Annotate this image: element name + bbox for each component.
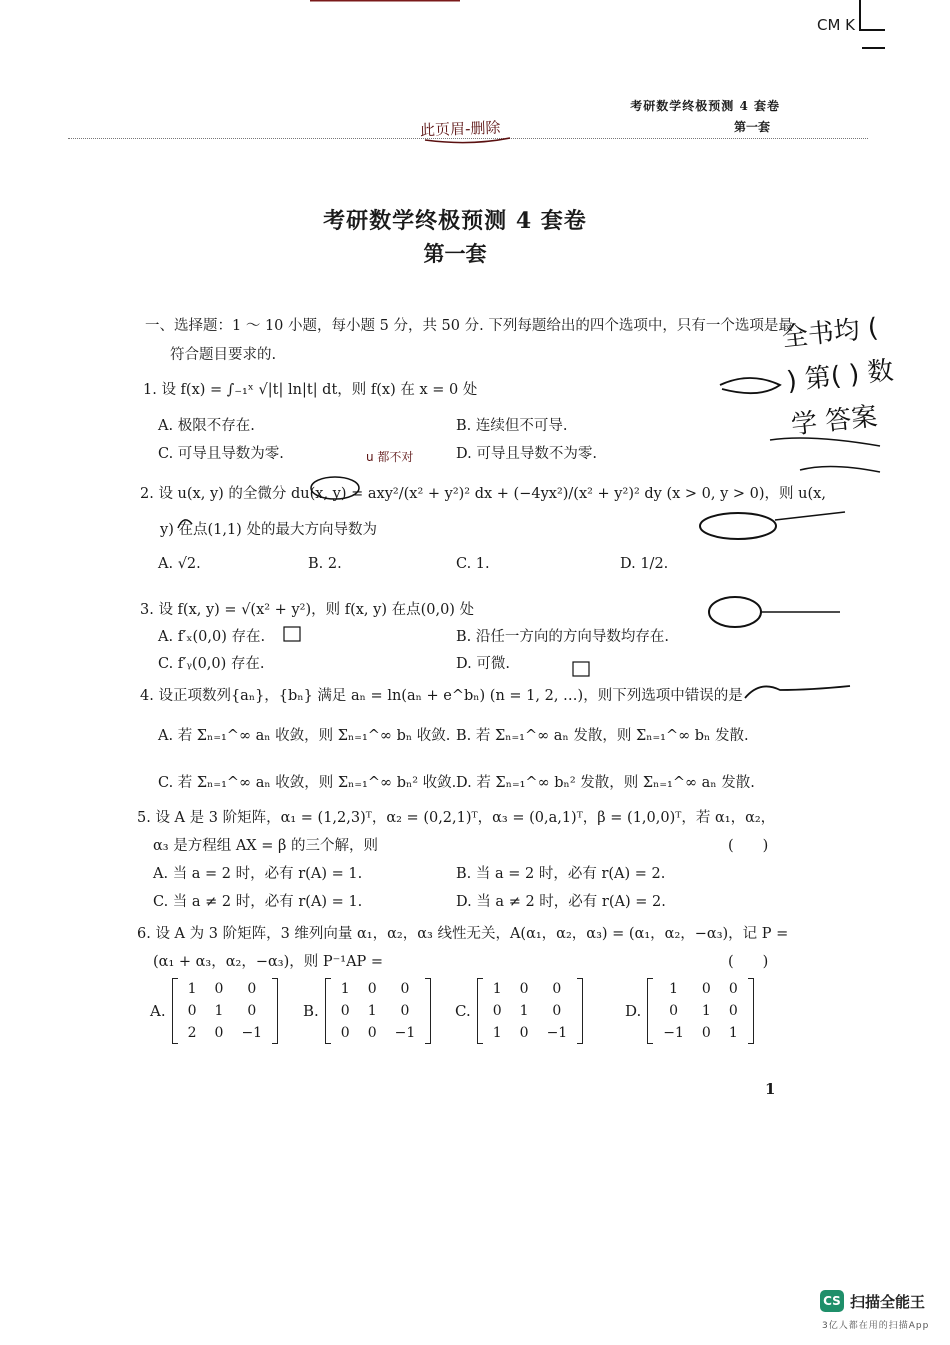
q4-option-c: C. 若 Σₙ₌₁^∞ aₙ 收敛，则 Σₙ₌₁^∞ bₙ² 收敛. — [158, 775, 457, 791]
q2-line — [775, 512, 845, 520]
q4-option-d: D. 若 Σₙ₌₁^∞ bₙ² 发散，则 Σₙ₌₁^∞ aₙ 发散. — [456, 775, 755, 791]
q1-stem: 1. 设 f(x) = ∫₋₁ˣ √|t| ln|t| dt，则 f(x) 在 x = 0 处 — [143, 382, 478, 398]
matrix-cell: 0 — [367, 981, 377, 997]
page-title: 考研数学终极预测 4 套卷 — [323, 208, 587, 234]
q5-option-a: A. 当 a = 2 时，必有 r(A) = 1. — [153, 866, 363, 882]
margin-strike-1 — [770, 438, 880, 446]
matrix-cell: −1 — [663, 1025, 684, 1041]
matrix-cell: 0 — [340, 1003, 350, 1019]
q2-arrow — [178, 520, 192, 528]
matrix-cell: 1 — [367, 1003, 377, 1019]
matrix-cell: 1 — [492, 981, 502, 997]
q3-option-a: A. f′ₓ(0,0) 存在. — [158, 629, 266, 645]
q3-answer-scribble — [709, 597, 761, 627]
matrix-cell: −1 — [241, 1025, 263, 1041]
q5-answer-blank[interactable]: ( ) — [728, 838, 769, 854]
matrix-cell: 1 — [187, 981, 197, 997]
section-instruction-line1: 一、选择题：1 ～ 10 小题，每小题 5 分，共 50 分. 下列每题给出的四个选项中，只有一个选项是最 — [145, 318, 793, 334]
q6-answer-blank[interactable]: ( ) — [728, 954, 769, 970]
matrix-cell: 1 — [492, 1025, 502, 1041]
matrix-cell: 0 — [552, 981, 562, 997]
matrix-cell: 0 — [400, 981, 410, 997]
page-number: 1 — [765, 1080, 776, 1098]
q4-answer-scribble — [745, 686, 850, 698]
q3-box — [284, 627, 300, 641]
q4-stem: 4. 设正项数列{aₙ}，{bₙ} 满足 aₙ = ln(aₙ + e^bₙ) (n = 1, 2, …)，则下列选项中错误的是 — [140, 688, 743, 704]
matrix-cell: 0 — [519, 981, 529, 997]
q2-handwritten-annotation: u 都不对 — [366, 450, 414, 464]
q5-option-d: D. 当 a ≠ 2 时，必有 r(A) = 2. — [456, 894, 666, 910]
matrix-cell: 1 — [669, 981, 679, 997]
matrix-cell: −1 — [546, 1025, 568, 1041]
matrix-cell: 1 — [214, 1003, 224, 1019]
q6-option-d-label: D. — [625, 1002, 642, 1020]
q4-option-b: B. 若 Σₙ₌₁^∞ aₙ 发散，则 Σₙ₌₁^∞ bₙ 发散. — [456, 728, 749, 744]
q5-stem-line1: 5. 设 A 是 3 阶矩阵，α₁ = (1,2,3)ᵀ，α₂ = (0,2,1)ᵀ，α₃ = (0,a,1)ᵀ，β = (1,0,0)ᵀ，若 α₁，α₂， — [137, 810, 776, 826]
matrix-cell: 0 — [552, 1003, 562, 1019]
matrix-cell: 1 — [701, 1003, 711, 1019]
matrix-cell: 0 — [247, 1003, 257, 1019]
watermark-logo: CS — [820, 1290, 844, 1312]
margin-paren-scribble — [720, 378, 780, 393]
q1-option-a: A. 极限不存在. — [158, 418, 255, 434]
page-subtitle: 第一套 — [423, 241, 487, 266]
matrix-cell: −1 — [394, 1025, 416, 1041]
matrix-cell: 1 — [728, 1025, 738, 1041]
matrix-cell: 1 — [519, 1003, 529, 1019]
section-instruction-line2: 符合题目要求的. — [170, 347, 277, 363]
matrix-cell: 0 — [340, 1025, 350, 1041]
matrix-cell: 0 — [214, 981, 224, 997]
q1-option-b: B. 连续但不可导. — [456, 418, 568, 434]
watermark-slogan: 3亿人都在用的扫描App — [822, 1321, 930, 1331]
q2-option-b: B. 2. — [308, 556, 342, 572]
matrix-cell: 0 — [400, 1003, 410, 1019]
corner-bracket — [860, 0, 885, 30]
q3-option-c: C. f′ᵧ(0,0) 存在. — [158, 656, 265, 672]
q4-option-a: A. 若 Σₙ₌₁^∞ aₙ 收敛，则 Σₙ₌₁^∞ bₙ 收敛. — [158, 728, 451, 744]
q5-option-b: B. 当 a = 2 时，必有 r(A) = 2. — [456, 866, 666, 882]
q6-stem-line1: 6. 设 A 为 3 阶矩阵，3 维列向量 α₁，α₂，α₃ 线性无关，A(α₁，α₂，α₃) = (α₁，α₂，−α₃)，记 P = — [137, 926, 789, 942]
running-header-set: 第一套 — [733, 120, 770, 134]
matrix-cell: 0 — [728, 1003, 738, 1019]
q2-answer-scribble — [700, 513, 776, 539]
q1-option-c: C. 可导且导数为零. — [158, 446, 284, 462]
q2-stem-line1: 2. 设 u(x, y) 的全微分 du(x, y) = axy²/(x² + y²)² dx + (−4yx²)/(x² + y²)² dy (x > 0, y > 0)，则 u(x, — [140, 486, 826, 502]
q6-option-c-label: C. — [455, 1002, 471, 1020]
q6-option-a-label: A. — [150, 1002, 166, 1020]
corner-mark: CM K — [816, 16, 855, 34]
q3-option-d: D. 可微. — [456, 656, 510, 672]
matrix-cell: 1 — [340, 981, 350, 997]
matrix-cell: 0 — [247, 981, 257, 997]
matrix-cell: 0 — [701, 981, 711, 997]
matrix-cell: 0 — [701, 1025, 711, 1041]
q5-option-c: C. 当 a ≠ 2 时，必有 r(A) = 1. — [153, 894, 363, 910]
running-header-title: 考研数学终极预测 4 套卷 — [630, 99, 780, 113]
q2-stem-line2: y) 在点(1,1) 处的最大方向导数为 — [160, 522, 377, 538]
q2-option-a: A. √2. — [158, 556, 201, 572]
q2-option-d: D. 1/2. — [620, 556, 669, 572]
matrix-cell: 0 — [492, 1003, 502, 1019]
note-underline — [425, 138, 510, 143]
watermark-app-name: 扫描全能王 — [850, 1293, 926, 1311]
matrix-cell: 0 — [519, 1025, 529, 1041]
q3-stem: 3. 设 f(x, y) = √(x² + y²)，则 f(x, y) 在点(0,0) 处 — [140, 602, 475, 618]
matrix-cell: 2 — [187, 1025, 197, 1041]
q2-circle — [311, 477, 359, 499]
matrix-cell: 0 — [214, 1025, 224, 1041]
matrix-cell: 0 — [728, 981, 738, 997]
matrix-cell: 0 — [187, 1003, 197, 1019]
matrix-cell: 0 — [669, 1003, 679, 1019]
margin-handwriting: 全书均 ( ) 第( ) 数学 答案 — [780, 313, 895, 441]
q6-option-b-label: B. — [303, 1002, 319, 1020]
margin-strike-2 — [800, 466, 880, 472]
q2-option-c: C. 1. — [456, 556, 490, 572]
q6-stem-line2: (α₁ + α₃，α₂，−α₃)，则 P⁻¹AP = — [153, 954, 384, 970]
q1-option-d: D. 可导且导数不为零. — [456, 446, 597, 462]
q4-box — [573, 662, 589, 676]
handwritten-note: 此页眉-删除 — [419, 118, 501, 140]
q5-stem-line2: α₃ 是方程组 AX = β 的三个解，则 — [153, 838, 378, 854]
matrix-cell: 0 — [367, 1025, 377, 1041]
q3-option-b: B. 沿任一方向的方向导数均存在. — [456, 629, 669, 645]
